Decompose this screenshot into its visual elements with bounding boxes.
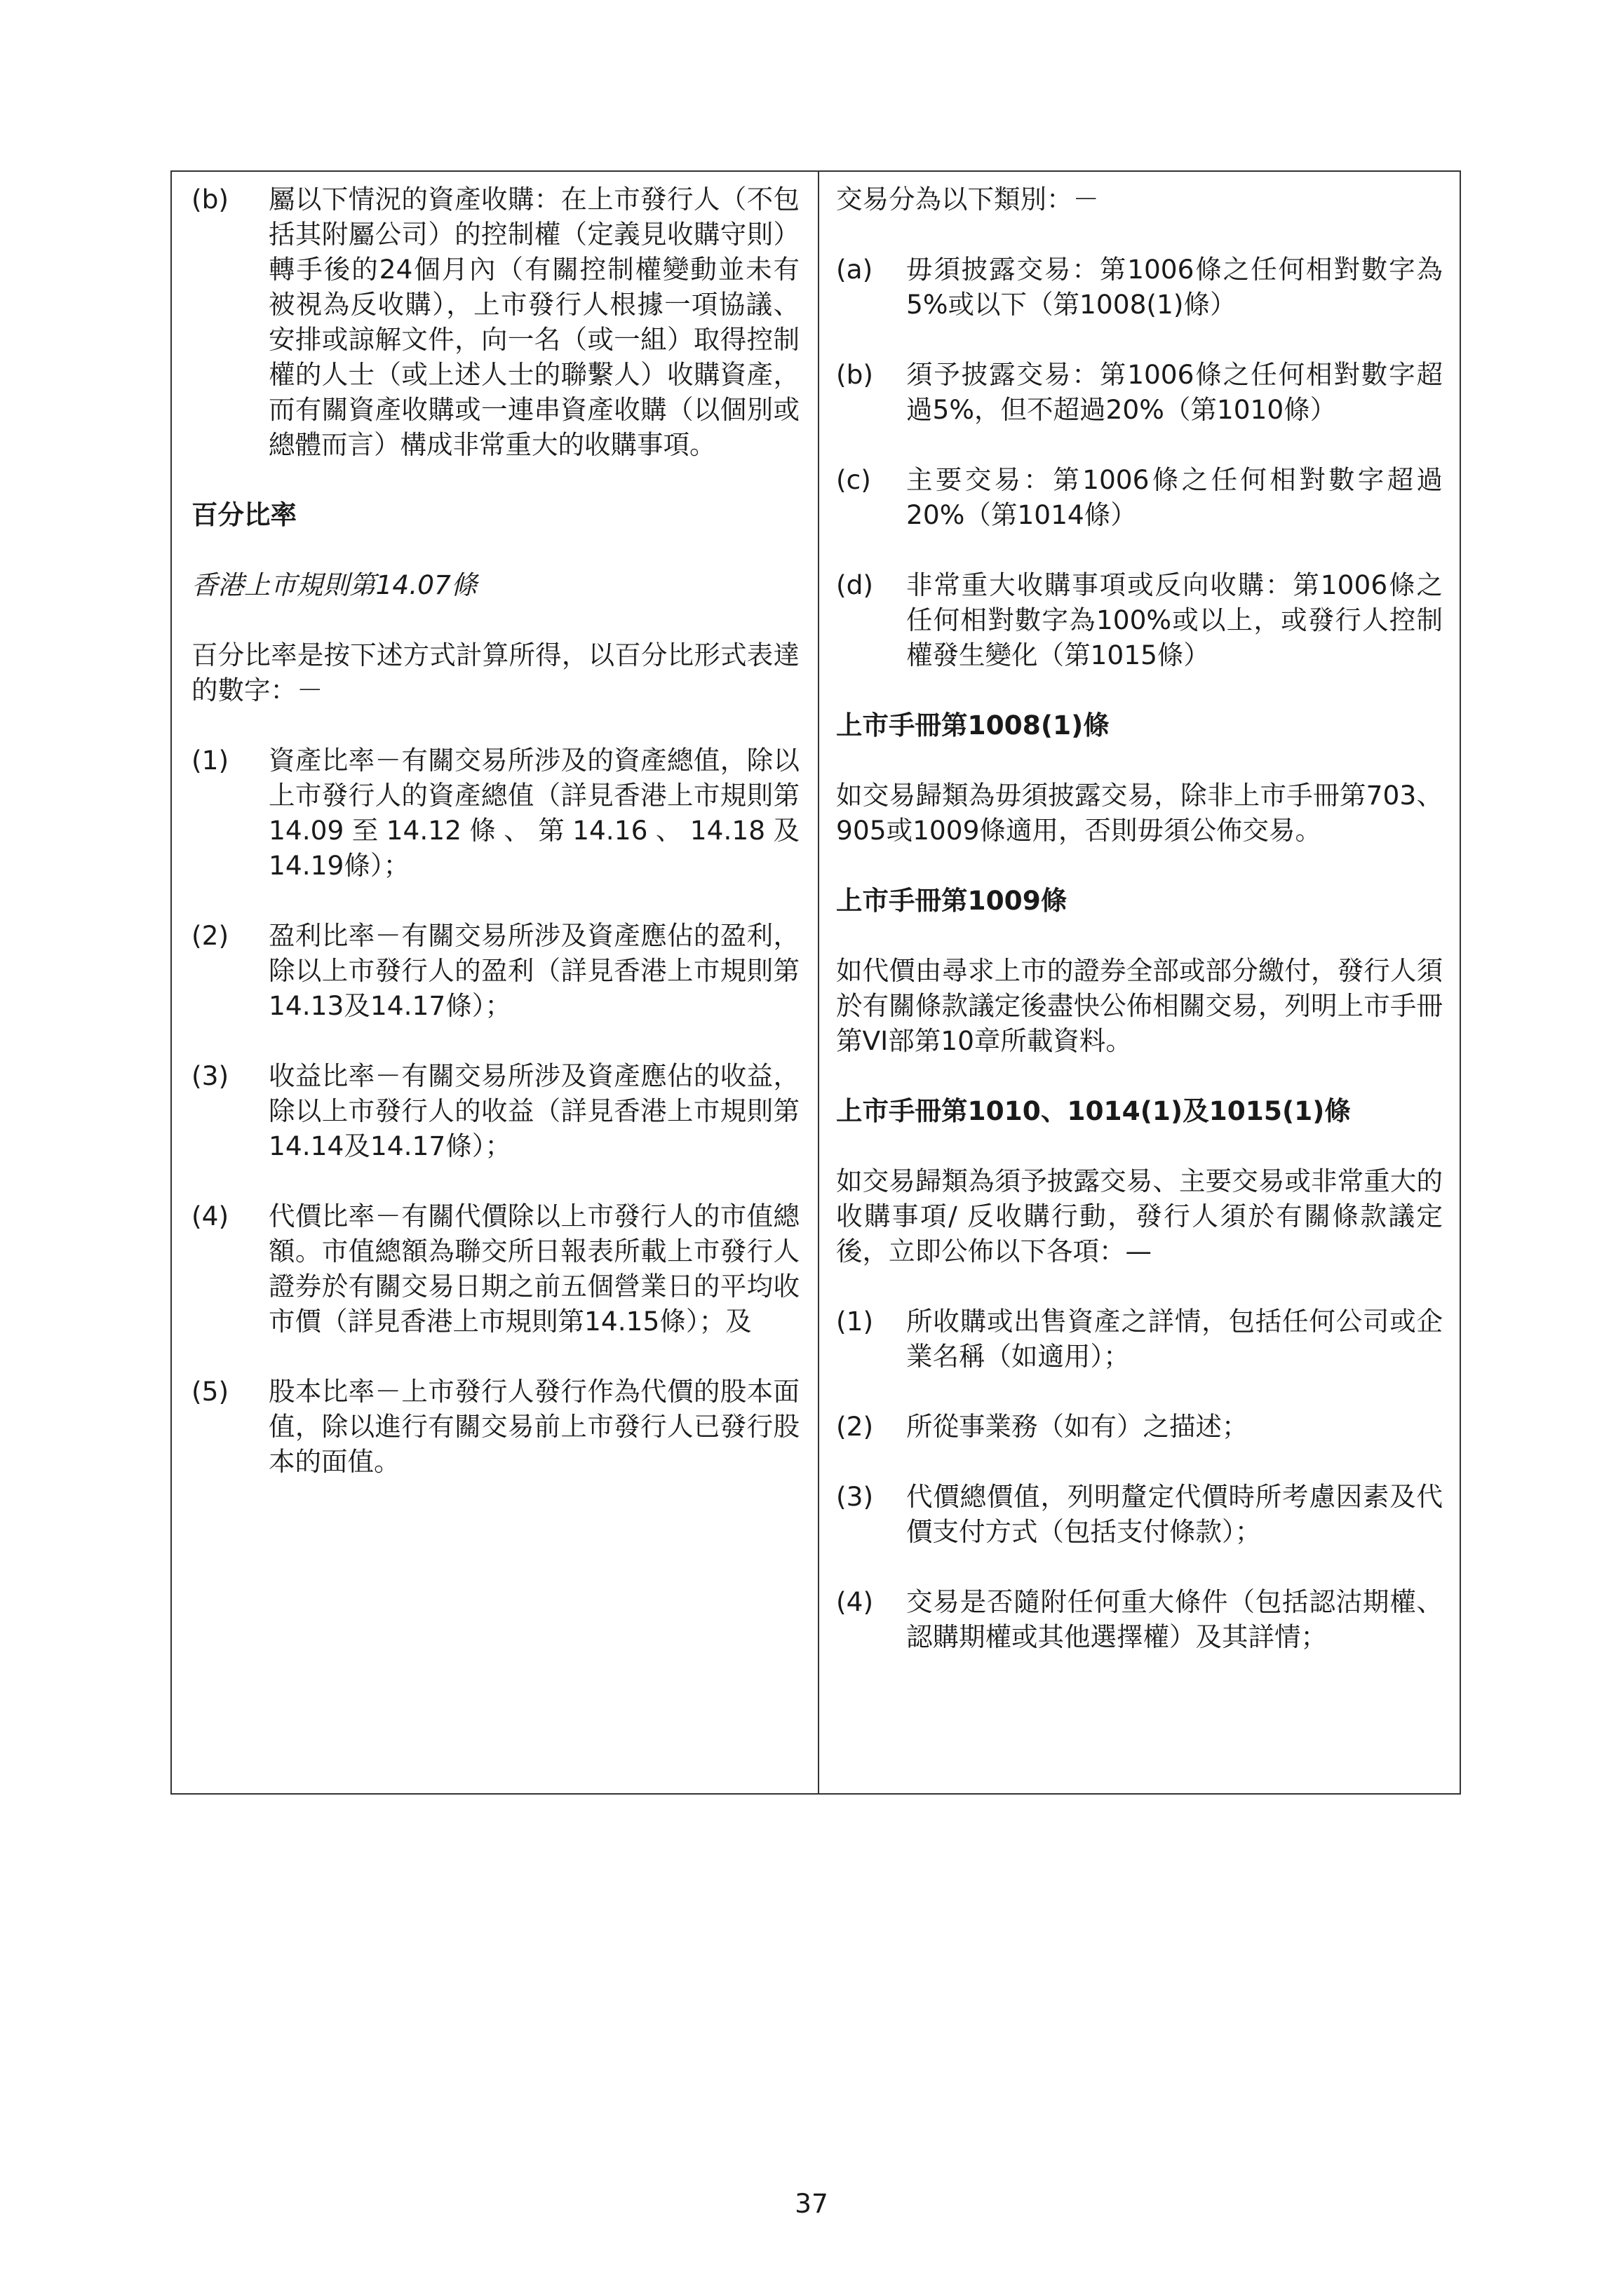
item-label: (d): [836, 569, 874, 600]
item-label: (a): [836, 254, 873, 285]
item-label: (4): [836, 1586, 874, 1617]
category-item: [836, 252, 1443, 322]
item-text: 所收購或出售資產之詳情，包括任何公司或企業名稱（如適用）；: [906, 1306, 1443, 1372]
two-column-table: [170, 170, 1461, 1795]
left-column: [172, 172, 819, 1793]
category-item: [836, 357, 1443, 427]
announcement-item: [836, 1479, 1443, 1549]
ratio-item: [191, 743, 800, 883]
item-text: 非常重大收購事項或反向收購：第1006條之任何相對數字為100%或以上，或發行人控制權發生變化（第1015條）: [906, 569, 1443, 670]
item-label: (2): [191, 920, 229, 951]
ratio-item: [191, 1058, 800, 1163]
item-text: 毋須披露交易：第1006條之任何相對數字為5%或以下（第1008(1)條）: [906, 254, 1443, 320]
item-text: 收益比率－有關交易所涉及資產應佔的收益，除以上市發行人的收益（詳見香港上市規則第14.14及14.17條）；: [269, 1060, 800, 1161]
categories-intro: 交易分為以下類別：－: [836, 184, 1099, 215]
section-text-1008: 如交易歸類為毋須披露交易，除非上市手冊第703、905或1009條適用，否則毋須公佈交易。: [836, 780, 1443, 846]
item-label: (3): [191, 1060, 229, 1091]
section-heading-percentage-ratios: 百分比率: [191, 499, 297, 530]
acquisition-item-b: [191, 182, 800, 462]
rule-reference: 香港上市規則第14.07條: [191, 569, 478, 600]
section-heading-1008: 上市手冊第1008(1)條: [836, 710, 1110, 741]
announcement-item: [836, 1584, 1443, 1654]
item-label: (b): [191, 184, 229, 215]
section-text-1009: 如代價由尋求上市的證券全部或部分繳付，發行人須於有關條款議定後盡快公佈相關交易，列明上市手冊第VI部第10章所載資料。: [836, 955, 1443, 1056]
item-label: (b): [836, 359, 874, 390]
item-text: 盈利比率－有關交易所涉及資產應佔的盈利，除以上市發行人的盈利（詳見香港上市規則第14.13及14.17條）；: [269, 920, 800, 1021]
item-label: (4): [191, 1201, 229, 1231]
item-text: 交易是否隨附任何重大條件（包括認沽期權、認購期權或其他選擇權）及其詳情；: [906, 1586, 1443, 1652]
item-text: 所從事業務（如有）之描述；: [906, 1411, 1248, 1442]
section-heading-1009: 上市手冊第1009條: [836, 885, 1068, 916]
right-column: [819, 172, 1460, 1793]
item-text: 股本比率－上市發行人發行作為代價的股本面值，除以進行有關交易前上市發行人已發行股本的面值。: [269, 1376, 800, 1477]
item-text: 屬以下情況的資產收購：在上市發行人（不包括其附屬公司）的控制權（定義見收購守則）轉手後的24個月內（有關控制權變動並未有被視為反收購），上市發行人根據一項協議、安排或諒解文件，向一名（或一組）取得控制權的人士（或上述人士的聯繫人）收購資產，而有關資產收購或一連串資產收購（以個別或總體而言）構成非常重大的收購事項。: [269, 184, 800, 460]
item-label: (2): [836, 1411, 874, 1442]
item-text: 代價總價值，列明釐定代價時所考慮因素及代價支付方式（包括支付條款）；: [906, 1481, 1443, 1547]
page-number: 37: [795, 2188, 828, 2219]
item-label: (1): [191, 745, 229, 776]
item-label: (c): [836, 464, 871, 495]
item-text: 代價比率－有關代價除以上市發行人的市值總額。市值總額為聯交所日報表所載上市發行人證券於有關交易日期之前五個營業日的平均收市價（詳見香港上市規則第14.15條）；及: [269, 1201, 800, 1337]
announcement-item: [836, 1304, 1443, 1374]
item-label: (1): [836, 1306, 874, 1337]
ratios-intro: 百分比率是按下述方式計算所得，以百分比形式表達的數字：－: [191, 640, 800, 705]
item-text: 須予披露交易：第1006條之任何相對數字超過5%，但不超過20%（第1010條）: [906, 359, 1443, 425]
section-heading-1010: 上市手冊第1010、1014(1)及1015(1)條: [836, 1095, 1351, 1126]
item-text: 主要交易：第1006條之任何相對數字超過20%（第1014條）: [906, 464, 1443, 530]
section-text-1010: 如交易歸類為須予披露交易、主要交易或非常重大的收購事項/ 反收購行動，發行人須於有關條款議定後，立即公佈以下各項：—: [836, 1166, 1443, 1267]
ratio-item: [191, 918, 800, 1023]
item-label: (5): [191, 1376, 229, 1407]
category-item: [836, 567, 1443, 673]
announcement-item: [836, 1409, 1443, 1444]
ratio-item: [191, 1374, 800, 1479]
category-item: [836, 462, 1443, 532]
item-label: (3): [836, 1481, 874, 1512]
item-text: 資產比率－有關交易所涉及的資產總值，除以上市發行人的資產總值（詳見香港上市規則第14.09至14.12條、第14.16、14.18及14.19條）；: [269, 745, 800, 881]
ratio-item: [191, 1198, 800, 1339]
